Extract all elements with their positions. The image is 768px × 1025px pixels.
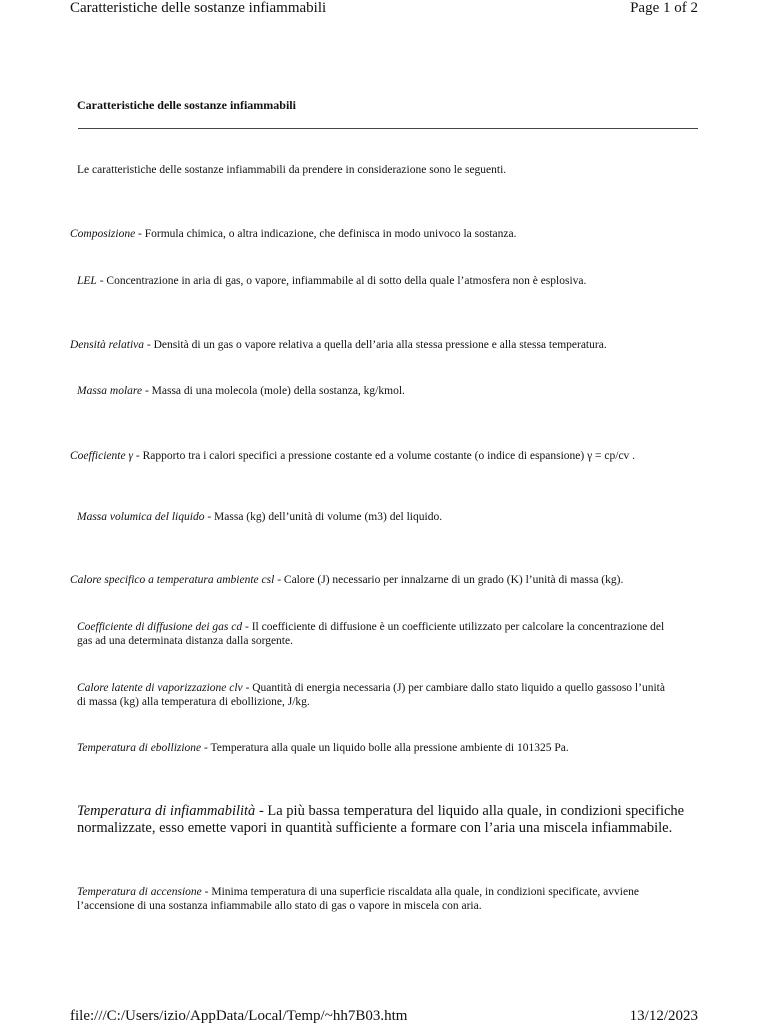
entry-desc: - Rapporto tra i calori specifici a pressione costante ed a volume costante (o indice di espansione) γ = cp/cv .	[132, 450, 636, 462]
entry-term: Calore latente di vaporizzazione clv	[77, 682, 243, 694]
entry-desc: - Concentrazione in aria di gas, o vapore, infiammabile al di sotto della quale l’atmosfera non è esplosiva.	[96, 275, 587, 287]
entry-desc: - Formula chimica, o altra indicazione, che definisca in modo univoco la sostanza.	[135, 228, 517, 240]
entry-lel	[77, 274, 702, 288]
entry-coefficiente-gamma	[70, 449, 680, 463]
document-title: Caratteristiche delle sostanze infiammabili	[77, 98, 296, 112]
entry-densita-relativa	[70, 338, 710, 352]
entry-term: Calore specifico a temperatura ambiente csl	[70, 574, 275, 586]
entry-desc: - La più bassa temperatura del liquido alla quale, in condizioni specifiche normalizzate, esso emette vapori in quantità sufficiente a formare con l’aria una miscela infiammabile.	[77, 803, 685, 836]
entry-term: Composizione	[70, 228, 136, 240]
entry-desc: - Massa (kg) dell’unità di volume (m3) del liquido.	[204, 511, 443, 523]
entry-term: Coefficiente di diffusione dei gas cd	[77, 621, 243, 633]
entry-temperatura-infiammabilita	[77, 803, 697, 836]
entry-coefficiente-diffusione	[77, 620, 667, 648]
entry-term: Massa volumica del liquido	[77, 511, 205, 523]
intro-text: Le caratteristiche delle sostanze infiammabili da prendere in considerazione sono le seguenti.	[77, 164, 507, 176]
page-indicator: Page 1 of 2	[630, 0, 698, 16]
entry-term: LEL	[77, 275, 97, 287]
entry-calore-latente	[77, 681, 667, 709]
entry-temperatura-ebollizione	[77, 741, 702, 755]
entry-desc: - Quantità di energia necessaria (J) per cambiare dallo stato liquido a quello gassoso l’unità di massa (kg) alla temperatura di ebollizione, J/kg.	[77, 682, 665, 708]
footer-date: 13/12/2023	[629, 1008, 698, 1024]
entry-desc: - Il coefficiente di diffusione è un coefficiente utilizzato per calcolare la concentrazione del gas ad una determinata distanza dalla sorgente.	[77, 621, 665, 647]
entry-massa-molare	[77, 384, 702, 398]
entry-calore-specifico	[70, 573, 730, 587]
entry-massa-volumica	[77, 510, 702, 524]
entry-temperatura-accensione	[77, 885, 677, 913]
entry-term: Temperatura di accensione	[77, 886, 202, 898]
title-rule	[78, 128, 698, 129]
entry-desc: - Minima temperatura di una superficie riscaldata alla quale, in condizioni specificate, avviene l’accensione di una sostanza infiammabile allo stato di gas o vapore in miscela con aria.	[77, 886, 639, 912]
header-title: Caratteristiche delle sostanze infiammabili	[70, 0, 327, 16]
entry-desc: - Calore (J) necessario per innalzarne di un grado (K) l’unità di massa (kg).	[274, 574, 624, 586]
footer-file-path: file:///C:/Users/izio/AppData/Local/Temp/~hh7B03.htm	[70, 1008, 408, 1024]
entry-term: Densità relativa	[70, 339, 144, 351]
entry-desc: - Massa di una molecola (mole) della sostanza, kg/kmol.	[142, 385, 405, 397]
entry-desc: - Temperatura alla quale un liquido bolle alla pressione ambiente di 101325 Pa.	[201, 742, 569, 754]
entry-term: Massa molare	[77, 385, 143, 397]
entry-term: Temperatura di infiammabilità	[77, 803, 256, 819]
entry-term: Coefficiente γ	[70, 450, 133, 462]
entry-composizione	[70, 227, 695, 241]
entry-desc: - Densità di un gas o vapore relativa a quella dell’aria alla stessa pressione e alla stessa temperatura.	[144, 339, 607, 351]
entry-term: Temperatura di ebollizione	[77, 742, 202, 754]
